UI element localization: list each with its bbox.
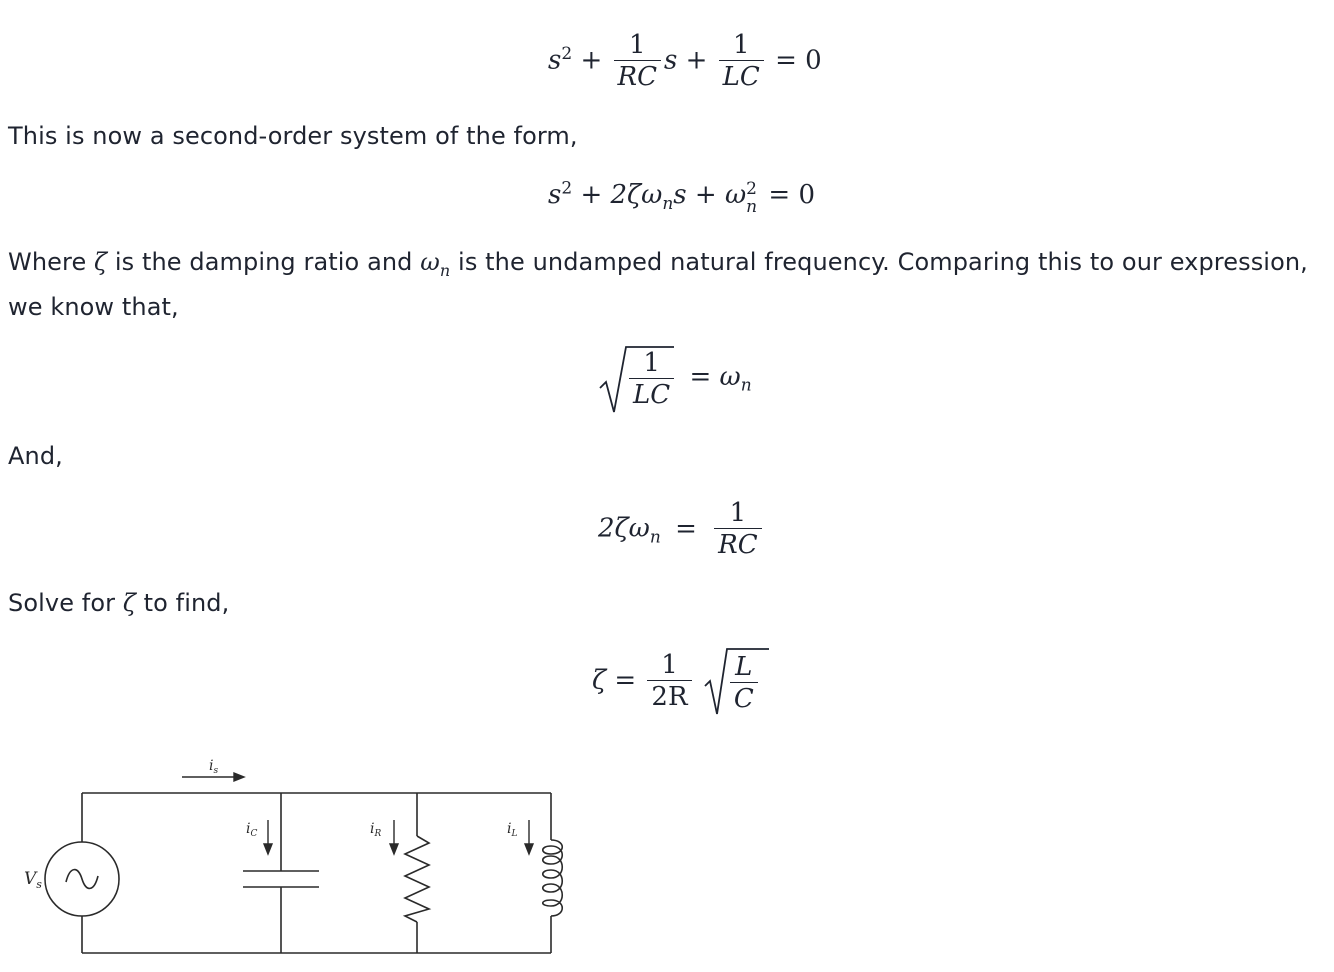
eq5-sqrt-num: L: [735, 652, 753, 682]
ic-arrowhead-icon: [264, 844, 272, 854]
eq1-frac1-num: 1: [628, 30, 646, 60]
eq1-s: s: [548, 45, 562, 76]
eq5-den: 2R: [647, 680, 691, 713]
equation-standard-form: $s^2 + 2\zeta\omega_ns + \omega$ 2 n = 0: [548, 178, 816, 217]
paragraph-solve-part2: to find,: [135, 589, 230, 617]
eq4-lhs-sub: n: [649, 527, 661, 548]
eq4-den: RC: [714, 528, 761, 561]
zeta-symbol: ζ: [94, 248, 108, 276]
eq2-sub-n: n: [662, 194, 674, 215]
source-label: $V_s$: [24, 869, 42, 891]
eq1-s2: s: [663, 45, 678, 76]
eq3-den: LC: [629, 378, 674, 411]
eq4-num: 1: [729, 498, 747, 528]
ir-arrowhead-icon: [390, 844, 398, 854]
omega-sub: n: [439, 260, 451, 280]
paragraph-second-order: [8, 118, 1314, 155]
paragraph-and: [8, 438, 1314, 475]
equation-zeta-result: [592, 648, 761, 715]
equation-natural-frequency: [598, 344, 752, 411]
eq5-sqrt-den: C: [730, 682, 758, 715]
eq5-num: 1: [661, 650, 678, 680]
eq2-rhs: = 0: [768, 180, 816, 210]
eq2-s: s: [548, 180, 562, 210]
inductor-icon: [543, 840, 563, 916]
eq1-frac-rc: [614, 30, 661, 93]
eq4-lhs: 2ζω: [598, 513, 650, 544]
eq1-frac-lc: [719, 30, 764, 93]
parallel-rlc-circuit: [0, 740, 600, 965]
is-label: $i_s$: [209, 758, 219, 776]
paragraph-second-order-text: This is now a second-order system of the form,: [8, 122, 578, 150]
equation-damping-relation: [598, 498, 765, 561]
paragraph-damping-part1: Where: [8, 248, 95, 276]
eq3-rhs-sub: n: [740, 375, 752, 396]
sine-wave-icon: [66, 870, 98, 889]
sqrt-lc: [598, 344, 677, 411]
il-label: $i_L$: [507, 821, 518, 839]
zeta-symbol-2: ζ: [122, 589, 136, 617]
omega-symbol: ω: [420, 248, 440, 276]
paragraph-solve: [8, 585, 1314, 622]
circuit-wires: [82, 793, 551, 953]
eq3-rhs: = ω: [689, 361, 741, 392]
eq2-s2: s: [673, 180, 687, 210]
is-arrowhead-icon: [234, 773, 244, 781]
ic-label: $i_C$: [246, 821, 258, 839]
eq5-lhs: ζ =: [592, 665, 637, 696]
il-arrowhead-icon: [525, 844, 533, 854]
eq4-frac: [714, 498, 761, 561]
eq1-plus: +: [580, 45, 603, 76]
eq2-plus-omega: + ω: [694, 180, 747, 210]
eq1-frac2-num: 1: [732, 30, 750, 60]
paragraph-and-text: And,: [8, 442, 63, 470]
eq1-plus2: +: [685, 45, 708, 76]
eq5-sqrt-frac: [730, 652, 758, 715]
eq1-exp: 2: [561, 43, 573, 64]
ir-label: $i_R$: [370, 821, 382, 839]
paragraph-solve-part1: Solve for: [8, 589, 123, 617]
paragraph-damping-part2: is the damping ratio and: [107, 248, 421, 276]
paragraph-damping-part3: is the undamped natural frequency. Comparing this to our expression, we know that,: [8, 248, 1308, 321]
paragraph-damping: [8, 244, 1314, 326]
eq3-frac: [629, 348, 674, 411]
resistor-icon: [405, 836, 429, 922]
eq3-num: 1: [643, 348, 660, 378]
eq2-exp: 2: [561, 178, 573, 199]
eq1-frac1-den: RC: [614, 60, 661, 93]
eq5-frac: [647, 650, 691, 713]
eq4-equals: =: [675, 513, 697, 544]
eq2-mid: + 2ζω: [580, 180, 663, 210]
equation-characteristic: [548, 30, 822, 93]
sqrt-l-over-c: [703, 648, 761, 715]
eq1-rhs: = 0: [775, 45, 822, 76]
eq1-frac2-den: LC: [719, 60, 764, 93]
